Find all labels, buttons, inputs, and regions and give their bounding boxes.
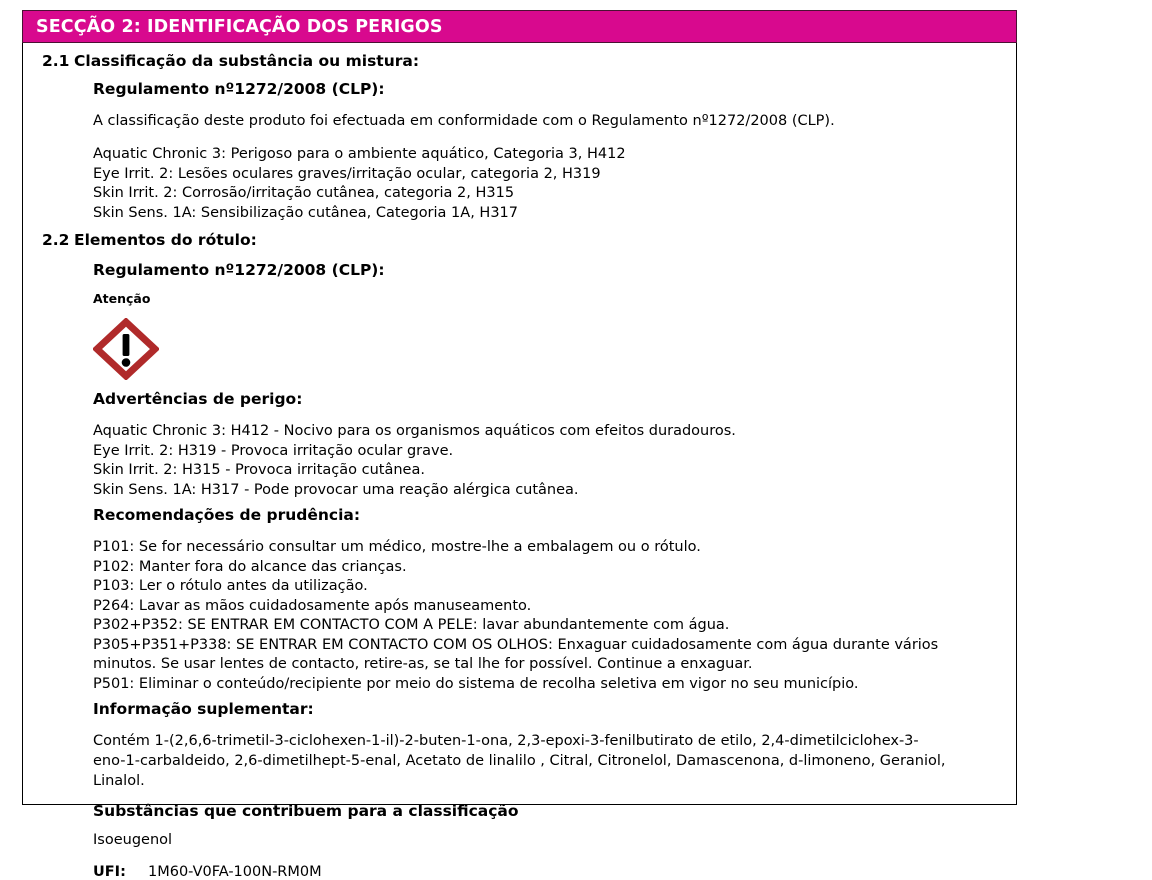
precautionary-statement-item: P101: Se for necessário consultar um médico, mostre-lhe a embalagem ou o rótulo. (93, 539, 701, 556)
precautionary-statements-heading: Recomendações de prudência: (93, 506, 361, 525)
precautionary-statement-item: P302+P352: SE ENTRAR EM CONTACTO COM A PELE: lavar abundantemente com água. (93, 617, 730, 634)
precautionary-statements-list (23, 538, 1016, 694)
clause-2-2-title: Elementos do rótulo: (74, 231, 257, 250)
classification-item: Eye Irrit. 2: Lesões oculares graves/irritação ocular, categoria 2, H319 (93, 165, 601, 182)
hazard-statement-item: Aquatic Chronic 3: H412 - Nocivo para os organismos aquáticos com efeitos duradouros. (93, 423, 736, 440)
hazard-statement-item: Skin Sens. 1A: H317 - Pode provocar uma reação alérgica cutânea. (93, 481, 579, 498)
clause-2-2-regulation-heading: Regulamento nº1272/2008 (CLP): (93, 261, 385, 280)
precautionary-statement-item: P102: Manter fora do alcance das crianças. (93, 558, 407, 575)
section-header-title: SECÇÃO 2: IDENTIFICAÇÃO DOS PERIGOS (36, 16, 443, 37)
ghs07-exclamation-mark-icon (93, 318, 159, 380)
clause-2-1-number: 2.1 (42, 52, 70, 70)
signal-word: Atenção (93, 291, 151, 307)
hazard-statement-item: Skin Irrit. 2: H315 - Provoca irritação cutânea. (93, 462, 425, 479)
precautionary-statement-item: P501: Eliminar o conteúdo/recipiente por meio do sistema de recolha seletiva em vigor no seu município. (93, 675, 859, 692)
clause-2-1-intro-text: A classificação deste produto foi efectuada em conformidade com o Regulamento nº1272/2008 (CLP). (93, 113, 835, 129)
classification-item: Skin Sens. 1A: Sensibilização cutânea, Categoria 1A, H317 (93, 204, 518, 221)
contributing-substances-heading: Substâncias que contribuem para a classificação (93, 801, 519, 820)
precautionary-statement-item: P264: Lavar as mãos cuidadosamente após manuseamento. (93, 597, 532, 614)
classification-list (23, 145, 1016, 223)
classification-item: Aquatic Chronic 3: Perigoso para o ambiente aquático, Categoria 3, H412 (93, 146, 626, 163)
clause-2-2 (23, 231, 1016, 249)
hazard-statements-list (23, 422, 1016, 500)
ufi-value: 1M60-V0FA-100N-RM0M (148, 863, 322, 880)
section-header-bar (22, 10, 1017, 43)
clause-2-1 (23, 52, 1016, 70)
classification-item: Skin Irrit. 2: Corrosão/irritação cutânea, categoria 2, H315 (93, 185, 515, 202)
supplementary-information-heading: Informação suplementar: (93, 700, 314, 719)
section-content-box (22, 43, 1017, 880)
hazard-statements-heading: Advertências de perigo: (93, 390, 303, 409)
precautionary-statement-item: P305+P351+P338: SE ENTRAR EM CONTACTO COM OS OLHOS: Enxaguar cuidadosamente com água durante vários minutos. Se usar lentes de contacto, retire-as, se tal lhe for possível. Continue a enxaguar. (93, 636, 939, 673)
contributing-substances-value: Isoeugenol (93, 831, 173, 848)
ufi-row (93, 864, 1016, 880)
ufi-label: UFI: (93, 863, 126, 880)
clause-2-2-number: 2.2 (42, 231, 70, 250)
clause-2-1-regulation-heading: Regulamento nº1272/2008 (CLP): (93, 80, 385, 98)
precautionary-statement-item: P103: Ler o rótulo antes da utilização. (93, 578, 368, 595)
clause-2-1-title: Classificação da substância ou mistura: (74, 52, 420, 70)
hazard-statement-item: Eye Irrit. 2: H319 - Provoca irritação ocular grave. (93, 442, 454, 459)
supplementary-information-text: Contém 1-(2,6,6-trimetil-3-ciclohexen-1-il)-2-buten-1-ona, 2,3-epoxi-3-fenilbutirato de etilo, 2,4-dimetilciclohex-3-eno-1-carbaldeido, 2,6-dimetilhept-5-enal, Acetato de linalilo , Citral, Citronelol, Damascenona, d-limoneno, Geraniol, Linalol. (93, 733, 946, 789)
